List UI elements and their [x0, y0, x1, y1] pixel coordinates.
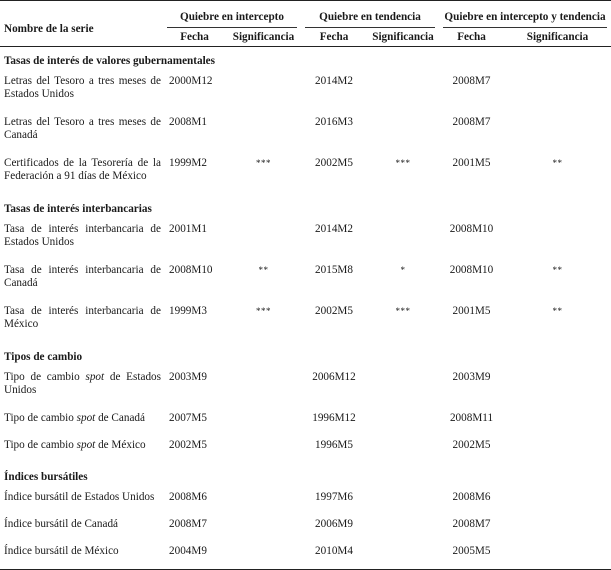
significance-intercept-trend: **: [552, 158, 563, 168]
date-intercept: 2007M5: [169, 412, 207, 424]
significance-intercept: [226, 113, 301, 154]
series-name: [0, 436, 163, 463]
date-intercept-trend: 2008M10: [449, 223, 494, 235]
table-row: [0, 261, 611, 302]
date-trend: 2014M2: [315, 75, 353, 87]
significance-intercept-trend: [504, 488, 611, 515]
significance-intercept-trend: [504, 515, 611, 542]
significance-intercept-trend: **: [552, 306, 563, 316]
group-header-trend: Quiebre en tendencia: [301, 1, 439, 29]
series-name: Índice bursátil de Canadá: [4, 518, 119, 530]
significance-intercept: **: [258, 265, 269, 275]
significance-intercept: ***: [256, 158, 271, 168]
date-intercept: 2001M1: [169, 223, 207, 235]
significance-intercept: [226, 515, 301, 542]
series-name-emphasis: spot: [76, 439, 96, 451]
date-trend: 2010M4: [301, 542, 367, 570]
table-row: [0, 368, 611, 409]
significance-intercept-trend: [504, 113, 611, 154]
series-name-pre: Tipo de cambio: [4, 412, 77, 424]
date-trend: 2015M8: [315, 264, 353, 276]
date-trend: 2016M3: [315, 116, 353, 128]
significance-intercept-trend: **: [552, 265, 563, 275]
date-trend: 1996M5: [315, 439, 353, 451]
series-name-post: de México: [95, 439, 146, 451]
significance-intercept: [226, 409, 301, 436]
series-name: Certificados de la Tesorería de la Federación a 91 días de México: [4, 157, 161, 182]
section-header: [0, 195, 611, 220]
table-row: [0, 154, 611, 195]
series-name: Tasa de interés interbancaria de Estados Unidos: [4, 223, 161, 248]
date-intercept-trend: 2008M7: [452, 518, 491, 530]
significance-trend: [367, 436, 439, 463]
series-name: Índice bursátil de México: [0, 542, 163, 570]
table-row: [0, 436, 611, 463]
group-header-intercept: Quiebre en intercepto: [163, 1, 301, 29]
date-intercept: 1999M3: [169, 305, 207, 317]
date-intercept-trend: 2008M6: [452, 491, 491, 503]
significance-trend: [367, 515, 439, 542]
section-title: Tasas de interés de valores gubernamentales: [4, 55, 216, 67]
date-intercept-trend: 2001M5: [452, 157, 491, 169]
date-trend: 2006M12: [312, 371, 356, 383]
significance-intercept: [226, 488, 301, 515]
date-intercept-trend: 2008M7: [452, 116, 491, 128]
date-intercept-trend: 2008M11: [449, 412, 494, 424]
significance-trend: [367, 542, 439, 570]
table-row: [0, 542, 611, 570]
significance-trend: [367, 488, 439, 515]
series-name-pre: Tipo de cambio: [4, 371, 86, 383]
series-name-pre: Tipo de cambio: [4, 439, 77, 451]
significance-intercept-trend: [504, 436, 611, 463]
section-header: [0, 343, 611, 368]
subheader-date: Fecha: [180, 30, 209, 43]
series-name-post: de Estados Unidos: [4, 371, 161, 396]
date-intercept-trend: 2002M5: [452, 439, 491, 451]
date-intercept: 2000M12: [169, 75, 213, 87]
significance-trend: [367, 368, 439, 409]
series-name: Letras del Tesoro a tres meses de Estados Unidos: [4, 75, 161, 100]
series-name: [0, 409, 163, 436]
significance-intercept-trend: [504, 368, 611, 409]
significance-intercept-trend: [504, 409, 611, 436]
subheader-significance: Significancia: [526, 30, 589, 43]
significance-trend: [367, 409, 439, 436]
significance-intercept-trend: [504, 220, 611, 261]
date-intercept: 2008M10: [169, 264, 213, 276]
section-header: [0, 463, 611, 488]
subheader-significance: Significancia: [372, 30, 434, 43]
significance-intercept: [226, 542, 301, 570]
table-row: [0, 113, 611, 154]
date-trend: 2002M5: [315, 157, 353, 169]
series-name: Letras del Tesoro a tres meses de Canadá: [4, 116, 161, 141]
date-trend: 2006M9: [315, 518, 353, 530]
series-name: Índice bursátil de Estados Unidos: [4, 491, 155, 503]
section-title: Tasas de interés interbancarias: [4, 203, 152, 215]
table-row: [0, 220, 611, 261]
series-name-post: de Canadá: [95, 412, 145, 424]
date-intercept-trend: 2008M10: [449, 264, 494, 276]
subheader-date: Fecha: [319, 30, 349, 43]
section-title: Índices bursátiles: [4, 471, 88, 483]
significance-trend: [367, 220, 439, 261]
table-body: [0, 47, 611, 570]
significance-trend: *: [400, 265, 406, 275]
significance-intercept: [226, 368, 301, 409]
date-intercept: 2008M7: [169, 518, 207, 530]
series-name: Tasa de interés interbancaria de México: [4, 305, 161, 330]
date-trend: 1996M12: [312, 412, 356, 424]
significance-intercept-trend: [504, 542, 611, 570]
significance-intercept: ***: [256, 306, 271, 316]
series-name-emphasis: spot: [85, 371, 105, 383]
date-intercept-trend: 2008M7: [452, 75, 491, 87]
date-intercept: 2004M9: [163, 542, 226, 570]
group-header-intercept-trend: Quiebre en intercepto y tendencia: [439, 1, 611, 29]
series-name: Tasa de interés interbancaria de Canadá: [4, 264, 161, 289]
series-name-emphasis: spot: [76, 412, 96, 424]
date-trend: 1997M6: [315, 491, 353, 503]
significance-intercept-trend: [504, 72, 611, 113]
significance-intercept: [226, 220, 301, 261]
significance-trend: ***: [395, 158, 411, 168]
significance-intercept: [226, 436, 301, 463]
date-intercept-trend: 2005M5: [439, 542, 504, 570]
table-row: [0, 302, 611, 343]
series-name-header: Nombre de la serie: [0, 1, 163, 47]
significance-intercept: [226, 72, 301, 113]
date-intercept: 1999M2: [169, 157, 207, 169]
date-trend: 2014M2: [315, 223, 353, 235]
table-row: [0, 72, 611, 113]
significance-trend: ***: [395, 306, 411, 316]
table-row: [0, 515, 611, 542]
date-intercept: 2008M1: [169, 116, 207, 128]
date-intercept-trend: 2001M5: [452, 305, 491, 317]
date-intercept: 2003M9: [169, 371, 207, 383]
table-row: [0, 488, 611, 515]
date-intercept: 2008M6: [169, 491, 207, 503]
date-intercept-trend: 2003M9: [452, 371, 491, 383]
series-name: [0, 368, 163, 409]
table-row: [0, 409, 611, 436]
section-title: Tipos de cambio: [4, 351, 83, 363]
subheader-significance: Significancia: [232, 30, 295, 43]
section-header: [0, 47, 611, 73]
significance-trend: [367, 113, 439, 154]
date-intercept: 2002M5: [169, 439, 207, 451]
subheader-date: Fecha: [457, 30, 486, 43]
significance-trend: [367, 72, 439, 113]
date-trend: 2002M5: [315, 305, 353, 317]
